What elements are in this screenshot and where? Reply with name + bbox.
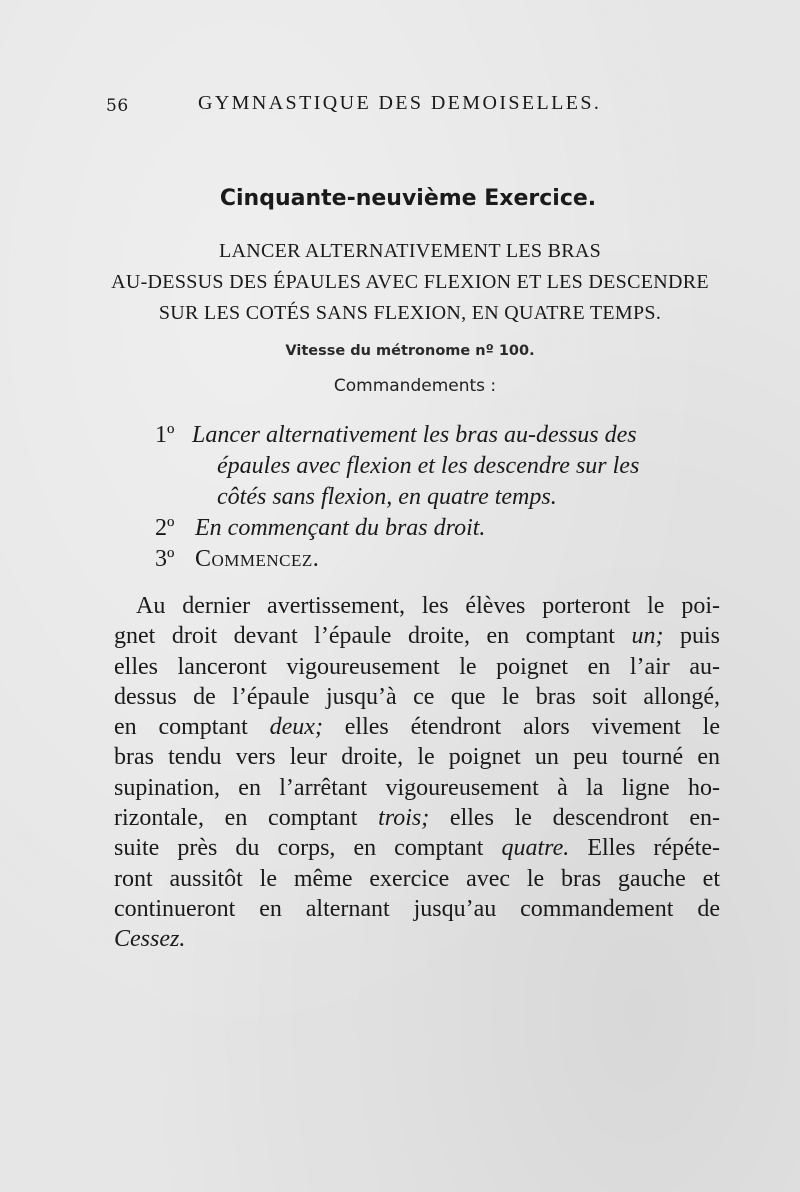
command-line: Commencez. — [195, 546, 320, 572]
command-line: épaules avec flexion et les descendre sur les — [217, 453, 640, 479]
command-number: 1º — [155, 422, 175, 448]
command-text — [192, 420, 725, 513]
paragraph-line: supination, en l’arrêtant vigoureusement à la ligne ho- — [114, 774, 720, 801]
page-number: 56 — [106, 96, 129, 116]
paragraph-line: ront aussitôt le même exercice avec le bras gauche et — [114, 865, 720, 892]
emphasized-word: deux; — [269, 714, 323, 741]
command-text — [195, 513, 725, 544]
paragraph-line: en comptant deux; elles étendront alors vivement le — [114, 714, 720, 741]
command-text — [195, 544, 725, 575]
command-item — [155, 420, 725, 513]
exercise-heading — [100, 236, 720, 329]
running-head — [100, 92, 620, 122]
command-number: 3º — [155, 546, 175, 572]
emphasized-word: quatre. — [501, 835, 570, 862]
paragraph-line: rizontale, en comptant trois; elles le descendront en- — [114, 805, 720, 832]
paragraph-line — [114, 924, 720, 954]
paragraph-line: gnet droit devant l’épaule droite, en comptant un; puis — [114, 623, 720, 650]
command-line: En commençant du bras droit. — [195, 515, 486, 541]
commands-list — [155, 420, 725, 575]
exercise-heading-line: SUR LES COTÉS SANS FLEXION, EN QUATRE TEMPS. — [158, 302, 662, 324]
emphasized-word: un; — [631, 623, 664, 650]
exercise-heading-line: LANCER ALTERNATIVEMENT LES BRAS — [218, 240, 602, 262]
command-line: Lancer alternativement les bras au-dessus des — [192, 422, 637, 448]
paragraph-line: Au dernier avertissement, les élèves porteront le poi- — [136, 593, 720, 619]
running-title: GYMNASTIQUE DES DEMOISELLES. — [198, 92, 602, 114]
command-item — [155, 544, 725, 575]
paragraph-line: suite près du corps, en comptant quatre. Elles répéte- — [114, 835, 720, 862]
paragraph-line: dessus de l’épaule jusqu’à ce que le bras soit allongé, — [114, 683, 720, 710]
paragraph-line: elles lanceront vigoureusement le poignet en l’air au- — [114, 653, 720, 680]
body-paragraph — [114, 591, 720, 955]
command-line: côtés sans flexion, en quatre temps. — [217, 484, 557, 510]
paragraph-line: continueront en alternant jusqu’au commandement de — [114, 895, 720, 922]
exercise-title: Cinquante-neuvième Exercice. — [219, 186, 597, 211]
metronome-tempo: Vitesse du métronome nº 100. — [285, 343, 535, 359]
exercise-heading-line: AU-DESSUS DES ÉPAULES AVEC FLEXION ET LES DESCENDRE — [111, 271, 709, 293]
emphasized-word: trois; — [378, 805, 430, 832]
command-item — [155, 513, 725, 544]
paragraph-line: bras tendu vers leur droite, le poignet un peu tourné en — [114, 744, 720, 771]
emphasized-word: Cessez. — [114, 926, 186, 953]
commands-label: Commandements : — [333, 376, 497, 396]
command-number: 2º — [155, 515, 175, 541]
